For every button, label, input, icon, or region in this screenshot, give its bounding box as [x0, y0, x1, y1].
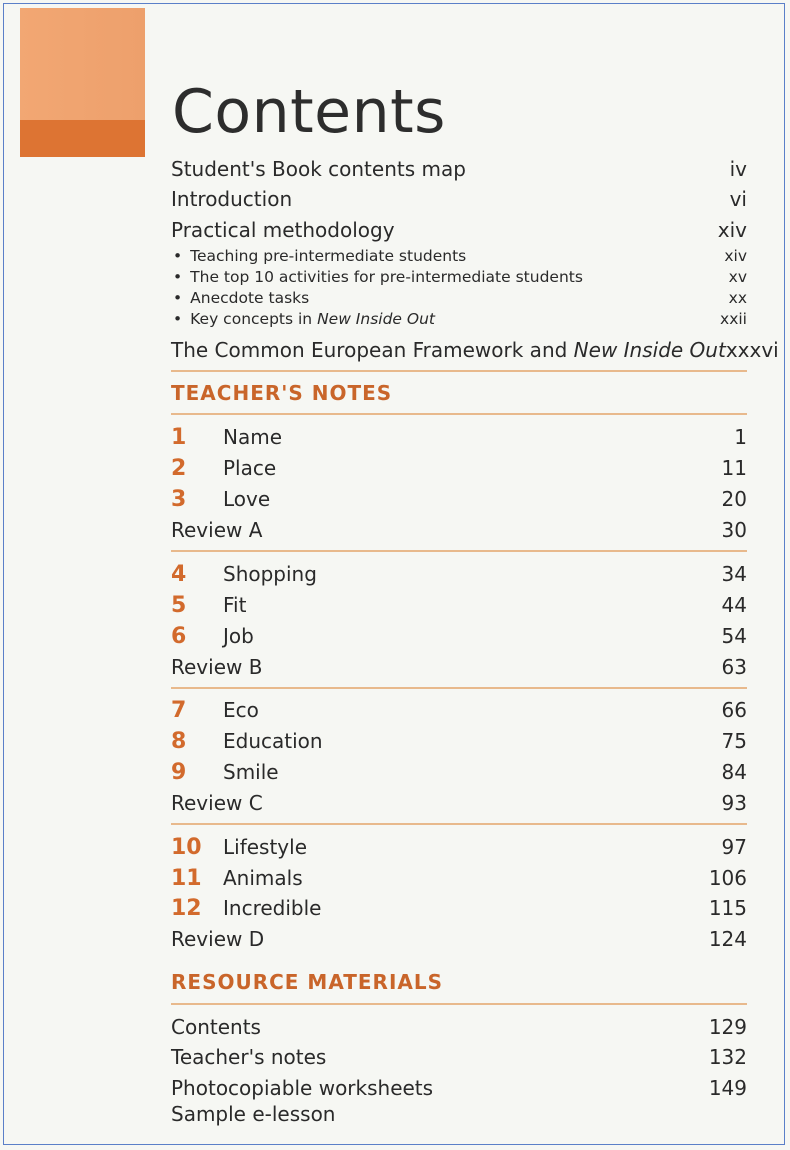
toc-subentry-teaching[interactable] [171, 247, 747, 265]
resource-label: Contents [171, 1015, 261, 1039]
toc-unit-9[interactable] [171, 760, 747, 785]
toc-subentry-anecdote[interactable] [171, 289, 747, 307]
resource-label: Teacher's notes [171, 1045, 327, 1069]
unit-page: 75 [721, 729, 747, 753]
unit-title: Incredible [223, 896, 322, 920]
review-label: Review C [171, 791, 263, 815]
toc-review-c[interactable] [171, 791, 747, 815]
review-label: Review A [171, 518, 263, 542]
orange-block-light [20, 8, 145, 120]
resource-page: 129 [708, 1015, 747, 1039]
unit-number: 4 [171, 562, 187, 587]
unit-title: Shopping [223, 562, 317, 586]
toc-subentry-page: xv [728, 268, 747, 286]
unit-title: Smile [223, 760, 279, 784]
toc-unit-10[interactable] [171, 835, 747, 860]
unit-page: 54 [721, 624, 747, 648]
toc-unit-11[interactable] [171, 866, 747, 891]
toc-review-d[interactable] [171, 927, 747, 951]
resource-page: 132 [708, 1045, 747, 1069]
toc-entry-page: vi [729, 187, 747, 211]
toc-entry-label: Student's Book contents map [171, 157, 466, 181]
review-page: 124 [708, 927, 747, 951]
review-label: Review D [171, 927, 265, 951]
divider [171, 370, 747, 372]
toc-resource-worksheets[interactable] [171, 1076, 747, 1100]
label-italic: New Inside Out [317, 310, 435, 328]
toc-entry-label: Introduction [171, 187, 293, 211]
toc-resource-contents[interactable] [171, 1015, 747, 1039]
review-page: 30 [721, 518, 747, 542]
toc-unit-3[interactable] [171, 487, 747, 512]
unit-page: 115 [708, 896, 747, 920]
unit-number: 2 [171, 456, 187, 481]
toc-subentry-label: • The top 10 activities for pre-intermediate students [171, 268, 583, 286]
unit-title: Eco [223, 698, 259, 722]
toc-entry-label: Practical methodology [171, 218, 395, 242]
divider [171, 1003, 747, 1005]
toc-review-b[interactable] [171, 655, 747, 679]
unit-number: 8 [171, 729, 187, 754]
toc-unit-7[interactable] [171, 698, 747, 723]
section-heading-resource-materials: RESOURCE MATERIALS [171, 970, 444, 994]
toc-entry-introduction[interactable] [171, 187, 747, 211]
decorative-orange-block [20, 8, 145, 157]
toc-entry-practical-methodology[interactable] [171, 218, 747, 242]
unit-title: Animals [223, 866, 303, 890]
unit-title: Lifestyle [223, 835, 308, 859]
toc-entry-cef[interactable] [171, 338, 779, 362]
orange-block-dark [20, 120, 145, 157]
toc-unit-1[interactable] [171, 425, 747, 450]
unit-page: 44 [721, 593, 747, 617]
toc-subentry-key-concepts[interactable] [171, 310, 747, 328]
resource-label: Sample e-lesson [171, 1102, 336, 1126]
toc-unit-6[interactable] [171, 624, 747, 649]
unit-number: 1 [171, 425, 187, 450]
unit-number: 5 [171, 593, 187, 618]
unit-page: 20 [721, 487, 747, 511]
unit-number: 3 [171, 487, 187, 512]
resource-page: 149 [708, 1076, 747, 1100]
divider [171, 823, 747, 825]
unit-page: 84 [721, 760, 747, 784]
unit-title: Education [223, 729, 323, 753]
toc-unit-4[interactable] [171, 562, 747, 587]
toc-unit-12[interactable] [171, 896, 747, 921]
label-prefix: The Common European Framework and [171, 338, 574, 362]
unit-title: Place [223, 456, 277, 480]
toc-subentry-label: • Teaching pre-intermediate students [171, 247, 466, 265]
toc-subentry-page: xxii [720, 310, 747, 328]
toc-unit-8[interactable] [171, 729, 747, 754]
unit-number: 12 [171, 896, 202, 921]
toc-resource-e-lesson[interactable] [171, 1102, 747, 1126]
unit-page: 66 [721, 698, 747, 722]
unit-title: Fit [223, 593, 247, 617]
toc-subentry-page: xx [728, 289, 747, 307]
review-label: Review B [171, 655, 263, 679]
toc-subentry-label: • Anecdote tasks [171, 289, 309, 307]
unit-number: 11 [171, 866, 202, 891]
label-prefix: Key concepts in [190, 310, 318, 328]
unit-number: 10 [171, 835, 202, 860]
unit-page: 34 [721, 562, 747, 586]
section-heading-teachers-notes: TEACHER'S NOTES [171, 381, 393, 405]
toc-entry-label [171, 338, 726, 362]
toc-entry-page: xiv [717, 218, 747, 242]
toc-subentry-label [171, 310, 435, 328]
divider [171, 550, 747, 552]
toc-entry-page: xxxvi [725, 338, 779, 362]
review-page: 63 [721, 655, 747, 679]
toc-unit-2[interactable] [171, 456, 747, 481]
unit-page: 106 [708, 866, 747, 890]
unit-page: 97 [721, 835, 747, 859]
unit-number: 6 [171, 624, 187, 649]
unit-number: 7 [171, 698, 187, 723]
unit-title: Love [223, 487, 271, 511]
toc-subentry-page: xiv [724, 247, 747, 265]
divider [171, 687, 747, 689]
toc-unit-5[interactable] [171, 593, 747, 618]
unit-title: Job [223, 624, 254, 648]
label-italic: New Inside Out [573, 338, 726, 362]
unit-title: Name [223, 425, 283, 449]
toc-entry-contents-map[interactable] [171, 157, 747, 181]
unit-page: 11 [721, 456, 747, 480]
unit-page: 1 [734, 425, 747, 449]
resource-label: Photocopiable worksheets [171, 1076, 434, 1100]
toc-review-a[interactable] [171, 518, 747, 542]
page-title: Contents [172, 77, 446, 148]
review-page: 93 [721, 791, 747, 815]
toc-subentry-top-10[interactable] [171, 268, 747, 286]
divider [171, 413, 747, 415]
unit-number: 9 [171, 760, 187, 785]
toc-resource-teachers-notes[interactable] [171, 1045, 747, 1069]
toc-entry-page: iv [729, 157, 747, 181]
